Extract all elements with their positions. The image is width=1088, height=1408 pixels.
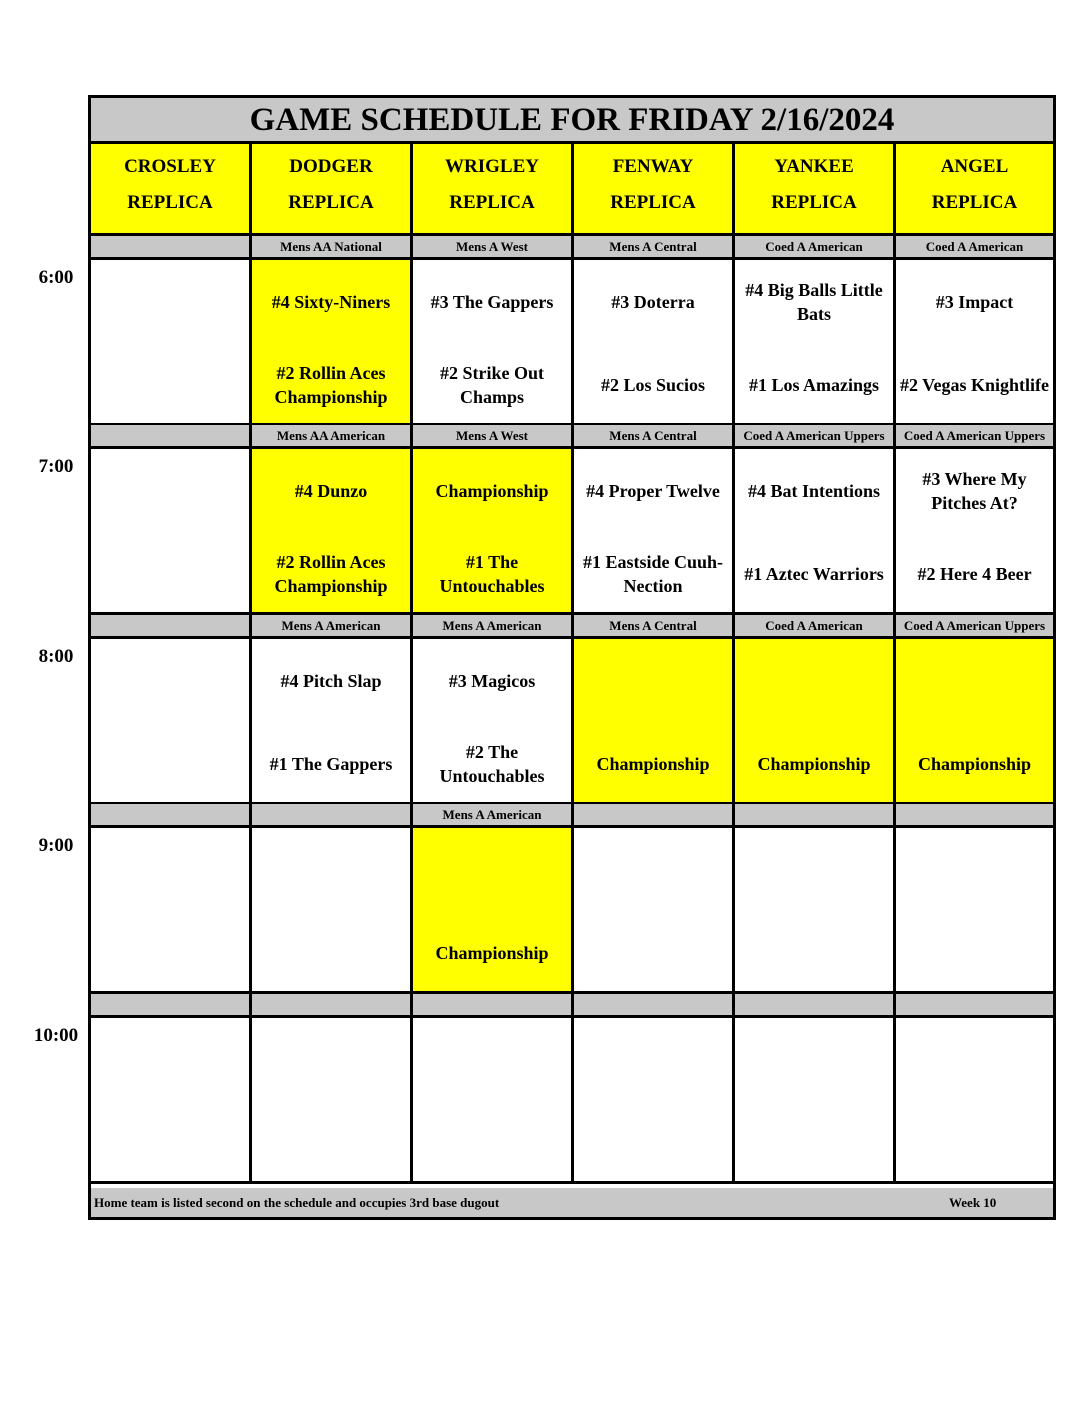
game-cell [91,639,252,805]
away-team [576,1036,730,1084]
home-team: #2 Rollin Aces Championship [274,363,388,407]
game-cell [413,639,574,805]
field-name: DODGER [289,156,373,177]
home-team [576,1118,730,1168]
division-label [574,804,735,828]
game-cell [574,260,735,426]
field-header-wrigley [413,144,574,236]
game-cell [413,1018,574,1184]
game-cell [574,1018,735,1184]
time-label-600: 6:00 [38,267,74,288]
field-name: WRIGLEY [445,156,539,177]
footer [91,1188,1053,1217]
division-label [91,425,252,449]
game-cell [252,1018,413,1184]
division-label [91,615,252,639]
field-name: YANKEE [774,156,854,177]
home-team: #1 Los Amazings [748,375,880,395]
home-team [898,928,1051,978]
division-label: Coed A American Uppers [896,425,1053,449]
game-cell [735,260,896,426]
away-team [737,657,891,705]
home-team [93,360,247,410]
division-label: Mens A Central [574,236,735,260]
away-team: Championship [435,481,549,501]
away-team: #3 Impact [935,292,1014,312]
away-team [576,657,730,705]
field-name: ANGEL [940,156,1009,177]
game-cell [735,449,896,615]
division-label: Mens A West [413,236,574,260]
field-name: CROSLEY [124,156,216,177]
field-sub: REPLICA [127,192,213,213]
home-team: #2 Strike Out Champs [439,363,544,407]
home-team: Championship [596,754,710,774]
field-header-yankee [735,144,896,236]
away-team [254,1036,408,1084]
away-team [415,1036,569,1084]
division-label [574,994,735,1018]
field-sub: REPLICA [449,192,535,213]
home-team: Championship [757,754,871,774]
division-label [896,804,1053,828]
game-cell [252,260,413,426]
away-team [737,846,891,894]
division-label [735,994,896,1018]
division-label: Mens A American [252,615,413,639]
schedule-sheet [88,95,1056,1220]
page-title: GAME SCHEDULE FOR FRIDAY 2/16/2024 [91,98,1053,144]
time-label-900: 9:00 [38,835,74,856]
division-label [91,236,252,260]
home-team [93,928,247,978]
field-sub: REPLICA [931,192,1018,213]
away-team [93,657,247,705]
division-label [735,804,896,828]
week-label: Week 10 [949,1195,997,1210]
division-label [252,804,413,828]
division-label: Mens A Central [574,615,735,639]
home-team [93,739,247,789]
division-label: Coed A American [896,236,1053,260]
game-cell [252,449,413,615]
game-cell [896,449,1053,615]
home-team: #1 Eastside Cuuh-Nection [582,552,724,596]
field-sub: REPLICA [610,192,696,213]
away-team: #4 Proper Twelve [586,481,720,501]
division-label [896,994,1053,1018]
game-cell [413,828,574,994]
field-header-dodger [252,144,413,236]
division-label: Coed A American Uppers [896,615,1053,639]
home-team: #1 Aztec Warriors [744,564,884,584]
footer-note: Home team is listed second on the schedule and occupies 3rd base dugout [94,1195,500,1210]
division-label: Mens A American [413,804,574,828]
game-cell [896,639,1053,805]
game-cell [735,639,896,805]
division-label: Mens A American [413,615,574,639]
division-label [252,994,413,1018]
game-cell [413,449,574,615]
home-team [254,1118,408,1168]
field-sub: REPLICA [288,192,374,213]
home-team: #1 The Gappers [269,754,393,774]
home-team [93,549,247,599]
home-team: #2 Rollin Aces Championship [274,552,388,596]
game-cell [896,1018,1053,1184]
away-team [93,1036,247,1084]
time-label-700: 7:00 [38,456,74,477]
field-header-fenway [574,144,735,236]
home-team [737,928,891,978]
away-team [576,846,730,894]
division-label [91,804,252,828]
away-team: #3 Magicos [448,671,536,691]
division-label: Coed A American Uppers [735,425,896,449]
game-cell [413,260,574,426]
home-team: #1 The Untouchables [439,552,545,596]
division-label: Mens A Central [574,425,735,449]
away-team [898,846,1051,894]
away-team [254,846,408,894]
home-team [737,1118,891,1168]
field-name: FENWAY [612,156,694,177]
division-label [413,994,574,1018]
division-label: Coed A American [735,236,896,260]
away-team: #4 Dunzo [294,481,368,501]
home-team: Championship [917,754,1032,774]
away-team [415,846,569,894]
home-team: #2 Los Sucios [600,375,706,395]
game-cell [91,260,252,426]
home-team [898,1118,1051,1168]
away-team [93,467,247,515]
home-team: Championship [435,943,549,963]
away-team [93,278,247,326]
home-team: #2 Vegas Knightlife [899,375,1050,395]
game-cell [91,449,252,615]
game-cell [896,260,1053,426]
away-team: #3 Doterra [611,292,695,312]
field-sub: REPLICA [771,192,857,213]
time-label-800: 8:00 [38,646,74,667]
home-team [576,928,730,978]
away-team: #4 Pitch Slap [280,671,382,691]
game-cell [252,828,413,994]
home-team [93,1118,247,1168]
home-team [254,928,408,978]
game-cell [91,828,252,994]
away-team: #4 Sixty-Niners [271,292,391,312]
division-label: Mens AA American [252,425,413,449]
division-label: Coed A American [735,615,896,639]
game-cell [252,639,413,805]
away-team [898,657,1051,705]
home-team: #2 The Untouchables [439,742,545,786]
field-header-angel [896,144,1053,236]
away-team [898,1036,1051,1084]
away-team: #3 The Gappers [430,292,554,312]
away-team: #4 Bat Intentions [747,481,881,501]
away-team [93,846,247,894]
game-cell [574,449,735,615]
game-cell [735,828,896,994]
away-team: #3 Where My Pitches At? [922,469,1027,513]
home-team: #2 Here 4 Beer [917,564,1032,584]
game-cell [574,828,735,994]
time-label-1000: 10:00 [33,1025,79,1046]
game-cell [91,1018,252,1184]
game-cell [896,828,1053,994]
game-cell [735,1018,896,1184]
home-team [415,1118,569,1168]
division-label: Mens AA National [252,236,413,260]
division-label [91,994,252,1018]
field-header-crosley [91,144,252,236]
away-team [737,1036,891,1084]
away-team: #4 Big Balls Little Bats [745,280,883,324]
division-label: Mens A West [413,425,574,449]
game-cell [574,639,735,805]
